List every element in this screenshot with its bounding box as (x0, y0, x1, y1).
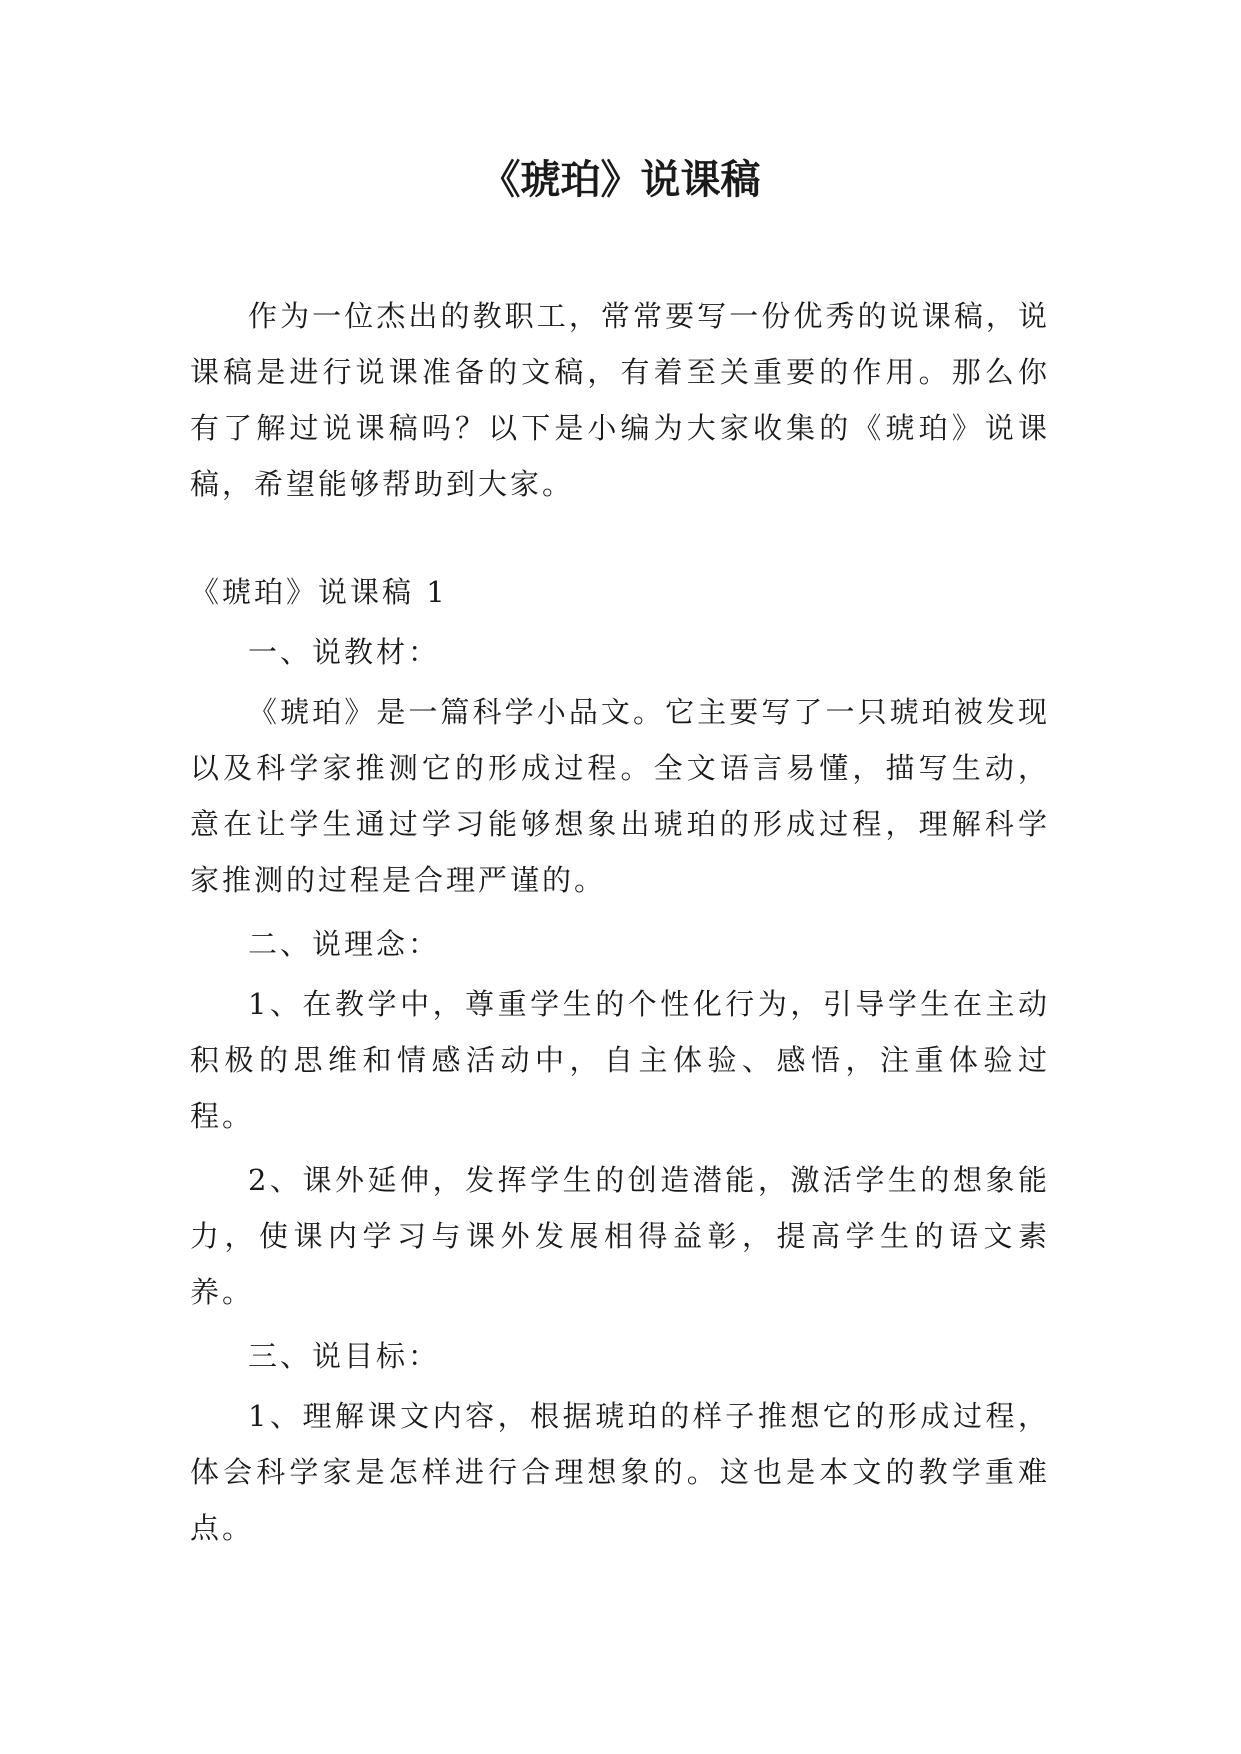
intro-paragraph: 作为一位杰出的教职工，常常要写一份优秀的说课稿，说课稿是进行说课准备的文稿，有着至关重要的作用。那么你有了解过说课稿吗？以下是小编为大家收集的《琥珀》说课稿，希望能够帮助到大家。 (190, 299, 1050, 501)
section-title: 《琥珀》说课稿 1 (190, 575, 448, 609)
concept-item-1: 1、在教学中，尊重学生的个性化行为，引导学生在主动积极的思维和情感活动中，自主体验、感悟，注重体验过程。 (190, 987, 1050, 1133)
document-title: 《琥珀》说课稿 (480, 157, 761, 203)
concept-item-2: 2、课外延伸，发挥学生的创造潜能，激活学生的想象能力，使课内学习与课外发展相得益彰，提高学生的语文素养。 (190, 1163, 1050, 1309)
document-body (190, 288, 1050, 1556)
heading-teaching-goals: 三、说目标： (248, 1339, 441, 1373)
heading-teaching-material: 一、说教材： (248, 635, 441, 669)
goal-item-1: 1、理解课文内容，根据琥珀的样子推想它的形成过程，体会科学家是怎样进行合理想象的。这也是本文的教学重难点。 (190, 1399, 1050, 1545)
teaching-material-paragraph: 《琥珀》是一篇科学小品文。它主要写了一只琥珀被发现以及科学家推测它的形成过程。全文语言易懂，描写生动，意在让学生通过学习能够想象出琥珀的形成过程，理解科学家推测的过程是合理严谨的。 (190, 695, 1050, 897)
heading-teaching-concept: 二、说理念： (248, 927, 441, 961)
